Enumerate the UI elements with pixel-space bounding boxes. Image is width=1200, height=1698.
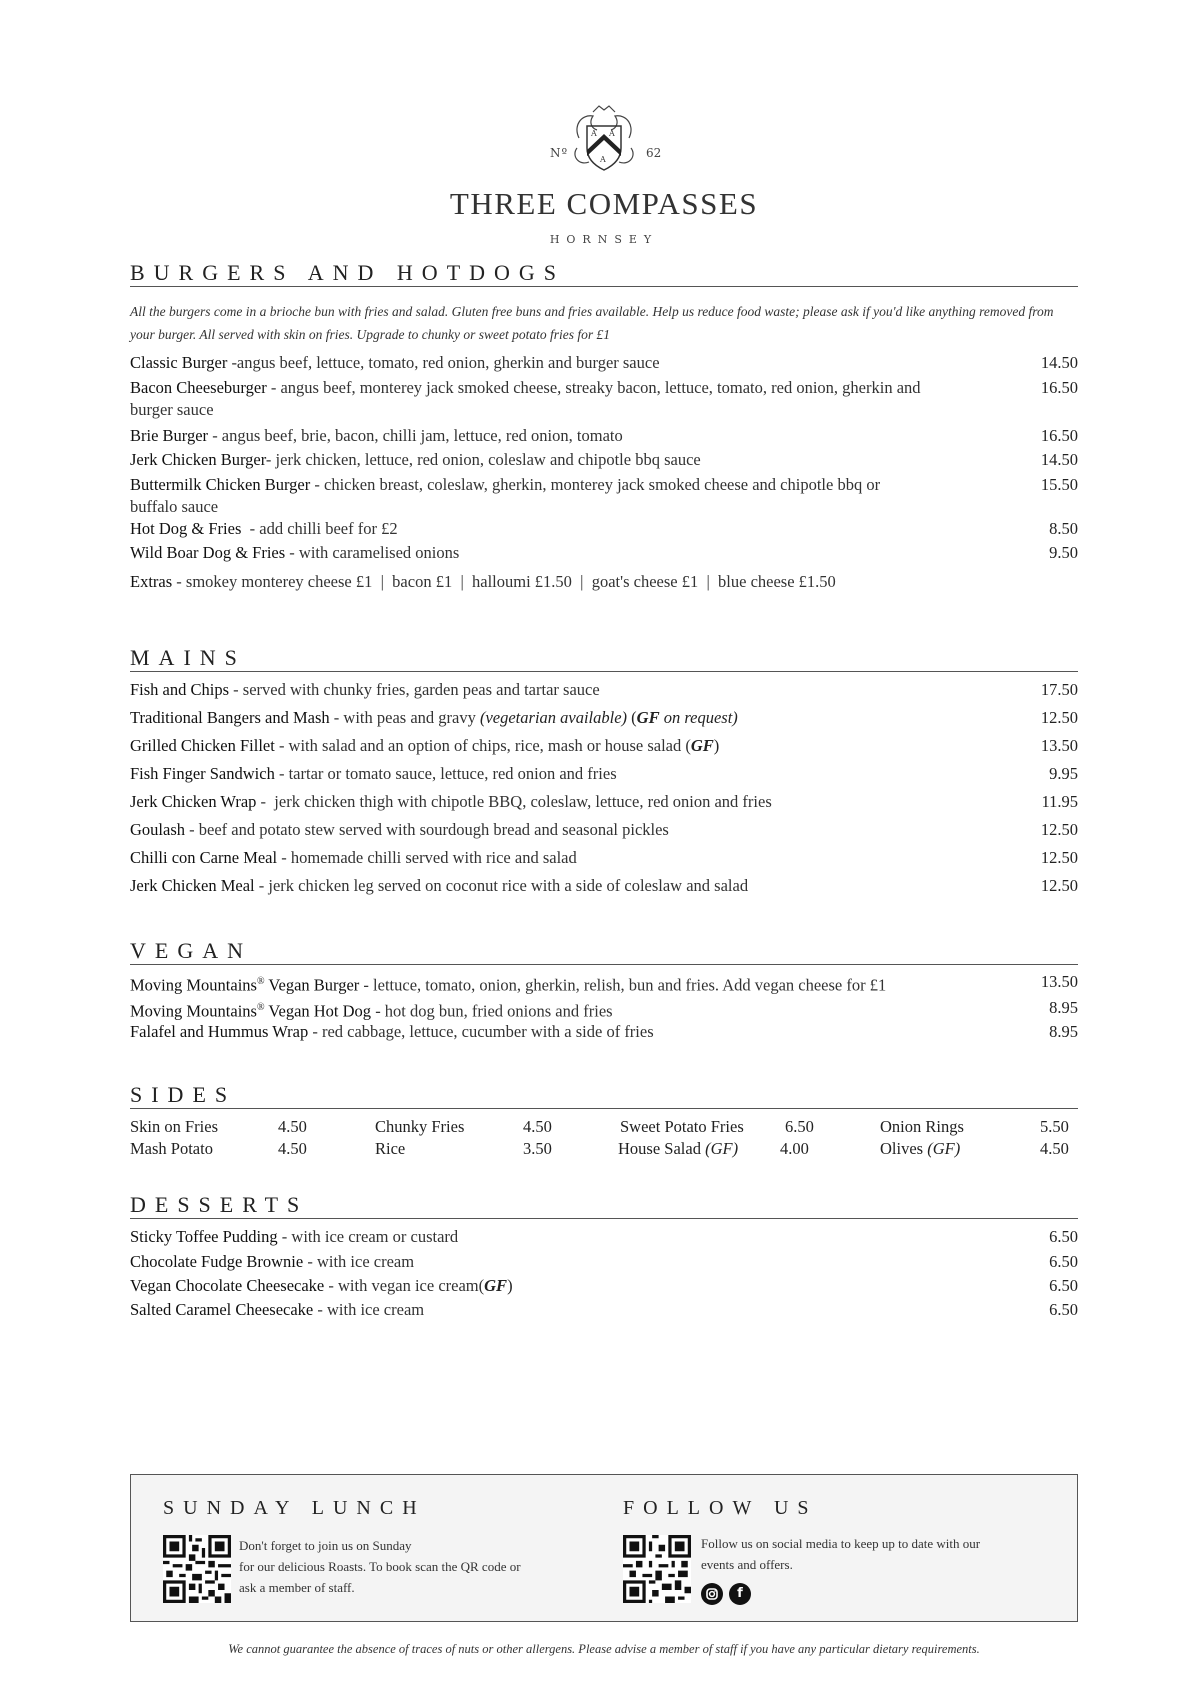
section-title-mains: MAINS [130, 645, 1078, 672]
menu-item: Falafel and Hummus Wrap - red cabbage, lettuce, cucumber with a side of fries 8.95 [130, 1022, 1078, 1041]
item-price: 6.50 [1049, 1276, 1078, 1295]
item-price: 14.50 [1040, 450, 1078, 469]
side-name: Skin on Fries [130, 1117, 219, 1136]
extras-line: Extras - smokey monterey cheese £1 | bacon £1 | halloumi £1.50 | goat's cheese £1 | blue cheese £1.50 [130, 572, 836, 591]
sunday-lunch-text: Don't forget to join us on Sunday for our delicious Roasts. To book scan the QR code or ask a member of staff. [239, 1538, 521, 1595]
menu-item: Brie Burger - angus beef, brie, bacon, chilli jam, lettuce, red onion, tomato 16.50 [130, 426, 1078, 445]
sunday-qr-code-icon[interactable] [163, 1535, 231, 1603]
social-qr-code-icon[interactable] [623, 1535, 691, 1603]
number-value: 62 [646, 146, 662, 160]
menu-item: Fish Finger Sandwich - tartar or tomato sauce, lettuce, red onion and fries 9.95 [130, 764, 1078, 783]
menu-item: Hot Dog & Fries - add chilli beef for £2 8.50 [130, 519, 1078, 538]
crest-icon [549, 104, 662, 174]
menu-item: Buttermilk Chicken Burger - chicken breast, coleslaw, gherkin, monterey jack smoked cheese and chipotle bbq or buffalo sauce 15.50 [130, 475, 1078, 516]
side-name: Onion Rings [880, 1117, 964, 1136]
item-price: 8.95 [1049, 998, 1078, 1017]
item-price: 8.50 [1049, 519, 1078, 538]
allergen-disclaimer: We cannot guarantee the absence of traces of nuts or other allergens. Please advise a member of staff if you have any particular dietary requirements. [228, 1642, 980, 1656]
item-price: 16.50 [1040, 378, 1078, 397]
follow-us-text: Follow us on social media to keep up to date with our events and offers. [701, 1536, 981, 1572]
side-price: 6.50 [785, 1117, 814, 1136]
menu-item: Sticky Toffee Pudding - with ice cream or custard 6.50 [130, 1227, 1078, 1246]
instagram-icon[interactable] [701, 1583, 723, 1605]
menu-item: Bacon Cheeseburger - angus beef, monterey jack smoked cheese, streaky bacon, lettuce, tomato, red onion, gherkin and burger sauce 16.50 [130, 378, 1078, 419]
section-title-vegan: VEGAN [130, 938, 1078, 965]
menu-item: Salted Caramel Cheesecake - with ice cream 6.50 [130, 1300, 1078, 1319]
item-price: 12.50 [1040, 876, 1078, 895]
info-box [130, 1474, 1078, 1622]
menu-item: Chocolate Fudge Brownie - with ice cream 6.50 [130, 1252, 1078, 1271]
section-title-sides: SIDES [130, 1082, 1078, 1109]
side-name: Chunky Fries [375, 1117, 465, 1136]
side-price: 4.50 [1040, 1139, 1069, 1158]
item-price: 6.50 [1049, 1252, 1078, 1271]
item-price: 17.50 [1040, 680, 1078, 699]
menu-item: Chilli con Carne Meal - homemade chilli served with rice and salad 12.50 [130, 848, 1078, 867]
side-price: 3.50 [523, 1139, 552, 1158]
side-name: House Salad (GF) [618, 1139, 739, 1158]
svg-text:A: A [591, 129, 597, 138]
item-price: 12.50 [1040, 708, 1078, 727]
menu-item: Jerk Chicken Wrap - jerk chicken thigh with chipotle BBQ, coleslaw, lettuce, red onion and fries 11.95 [130, 792, 1078, 811]
side-price: 4.50 [278, 1139, 307, 1158]
svg-text:A: A [600, 155, 606, 164]
item-price: 12.50 [1040, 848, 1078, 867]
facebook-icon[interactable]: f [729, 1583, 751, 1605]
section-title-desserts: DESSERTS [130, 1192, 1078, 1219]
follow-us-title: FOLLOW US [623, 1497, 818, 1519]
menu-item: Moving Mountains® Vegan Hot Dog - hot dog bun, fried onions and fries 8.95 [130, 998, 1078, 1021]
menu-item: Traditional Bangers and Mash - with peas and gravy (vegetarian available) (GF on request) 12.50 [130, 708, 1078, 727]
menu-item: Classic Burger -angus beef, lettuce, tomato, red onion, gherkin and burger sauce 14.50 [130, 353, 1078, 372]
side-price: 4.50 [523, 1117, 552, 1136]
brand-location: HORNSEY [549, 233, 659, 246]
item-price: 12.50 [1040, 820, 1078, 839]
menu-item: Vegan Chocolate Cheesecake - with vegan ice cream(GF) 6.50 [130, 1276, 1078, 1295]
item-price: 13.50 [1040, 736, 1078, 755]
side-name: Mash Potato [130, 1139, 213, 1158]
item-price: 8.95 [1049, 1022, 1078, 1041]
item-price: 14.50 [1040, 353, 1078, 372]
side-name: Sweet Potato Fries [620, 1117, 744, 1136]
side-name: Rice [375, 1139, 406, 1158]
menu-item: Moving Mountains® Vegan Burger - lettuce, tomato, onion, gherkin, relish, bun and fries. Add vegan cheese for £1 13.50 [130, 972, 1078, 995]
menu-item: Grilled Chicken Fillet - with salad and an option of chips, rice, mash or house salad (GF) 13.50 [130, 736, 1078, 755]
menu-item: Goulash - beef and potato stew served with sourdough bread and seasonal pickles 12.50 [130, 820, 1078, 839]
menu-item: Wild Boar Dog & Fries - with caramelised onions 9.50 [130, 543, 1078, 562]
burgers-intro: All the burgers come in a brioche bun with fries and salad. Gluten free buns and fries available. Help us reduce food waste; please ask if you'd like anything removed from your burger. All served with skin on fries. Upgrade to chunky or sweet potato fries for £1 [130, 304, 1054, 342]
item-price: 11.95 [1041, 792, 1078, 811]
item-price: 9.95 [1049, 764, 1078, 783]
number-prefix: Nº [550, 146, 569, 160]
menu-item: Fish and Chips - served with chunky fries, garden peas and tartar sauce 17.50 [130, 680, 1078, 699]
menu-item: Jerk Chicken Meal - jerk chicken leg served on coconut rice with a side of coleslaw and salad 12.50 [130, 876, 1078, 895]
svg-text:A: A [609, 129, 615, 138]
sunday-lunch-title: SUNDAY LUNCH [163, 1497, 426, 1519]
brand-name: THREE COMPASSES [449, 186, 759, 221]
item-price: 6.50 [1049, 1227, 1078, 1246]
side-price: 4.00 [780, 1139, 809, 1158]
item-price: 15.50 [1040, 475, 1078, 494]
side-price: 4.50 [278, 1117, 307, 1136]
side-price: 5.50 [1040, 1117, 1069, 1136]
crest-logo [130, 104, 1078, 174]
item-price: 16.50 [1040, 426, 1078, 445]
item-price: 6.50 [1049, 1300, 1078, 1319]
side-name: Olives (GF) [880, 1139, 961, 1158]
section-title-burgers: BURGERS AND HOTDOGS [130, 260, 1078, 287]
menu-item: Jerk Chicken Burger- jerk chicken, lettuce, red onion, coleslaw and chipotle bbq sauce 14.50 [130, 450, 1078, 469]
item-price: 9.50 [1049, 543, 1078, 562]
item-price: 13.50 [1040, 972, 1078, 991]
